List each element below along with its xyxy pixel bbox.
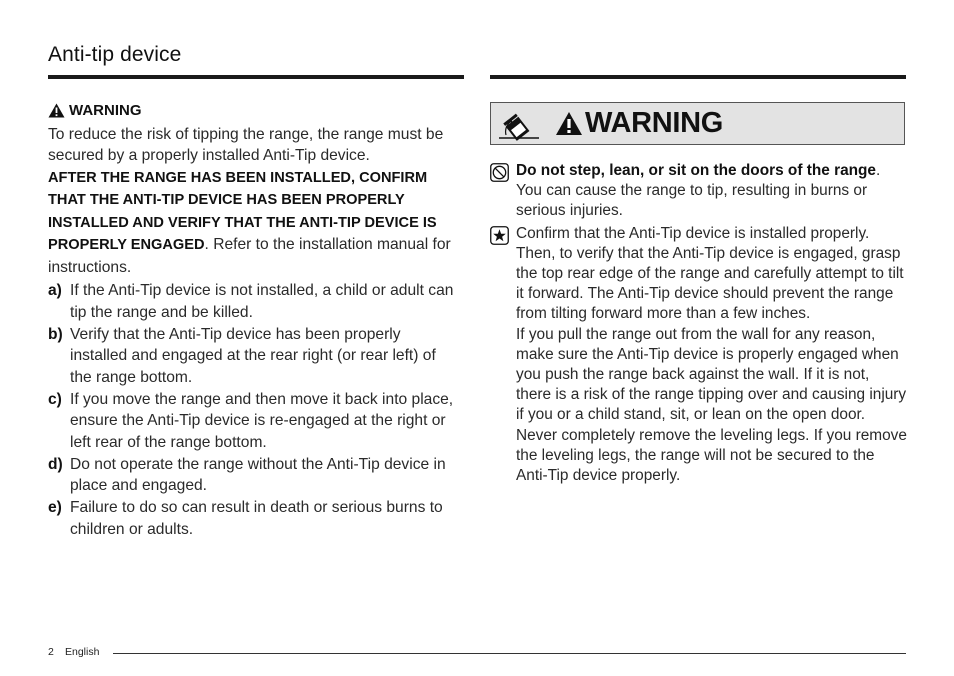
prohibited-icon <box>490 163 509 182</box>
list-marker: e) <box>48 499 62 516</box>
section-rule-right <box>490 75 906 79</box>
caps-notice: AFTER THE RANGE HAS BEEN INSTALLED, CONFIRM THAT THE ANTI-TIP DEVICE HAS BEEN PROPERLY INSTALLED AND VERIFY THAT THE ANTI-TIP DEVICE IS PROPERLY ENGAGED <box>48 169 437 253</box>
list-marker: b) <box>48 325 63 343</box>
prohibited-text <box>516 161 908 220</box>
prohibited-item <box>490 161 908 222</box>
range-tipping-icon <box>497 107 541 141</box>
page-number: 2 <box>48 646 54 658</box>
prohibited-bold-text: Do not step, lean, or sit on the doors of the range <box>516 162 876 179</box>
list-text: Do not operate the range without the Anti-Tip device in place and engaged. <box>70 455 446 494</box>
footer-rule <box>113 653 906 654</box>
prohibited-detail: You can cause the range to tip, resulting in burns or serious injuries. <box>516 181 868 219</box>
list-marker: c) <box>48 390 62 408</box>
important-text-2: If you pull the range out from the wall for any reason, make sure the Anti-Tip device is properly engaged when you push the range back against the wall. If it is not, there is a risk of the range tipping over and causing injury if you or a child stand, sit, or lean on the open door. <box>516 326 907 423</box>
list-text: Verify that the Anti-Tip device has been properly installed and engaged at the rear right (or rear left) of the range bottom. <box>70 325 436 386</box>
caps-notice-followup: . Refer to the installation manual for instructions. <box>48 236 451 276</box>
left-column <box>48 100 460 541</box>
list-item <box>48 280 460 323</box>
warning-label: WARNING <box>69 102 142 119</box>
list-text: Failure to do so can result in death or serious burns to children or adults. <box>70 499 443 538</box>
right-column <box>490 161 908 490</box>
banner-title: WARNING <box>585 107 724 139</box>
important-item <box>490 224 908 487</box>
important-text-3: Never completely remove the leveling legs. If you remove the leveling legs, the range will not be secured to the Anti-Tip device properly. <box>516 427 907 484</box>
footer-language: English <box>65 646 100 658</box>
list-text: If you move the range and then move it back into place, ensure the Anti-Tip device is re-engaged at the right or left rear of the range bottom. <box>70 390 454 451</box>
warning-list <box>48 280 460 540</box>
warning-banner <box>490 102 905 145</box>
warning-triangle-icon <box>48 103 65 118</box>
list-marker: d) <box>48 455 63 473</box>
page-title: Anti-tip device <box>48 43 182 66</box>
list-item <box>48 454 460 497</box>
list-marker: a) <box>48 282 62 299</box>
important-star-icon <box>490 226 509 245</box>
section-rule-left <box>48 75 464 79</box>
warning-triangle-icon <box>555 111 583 136</box>
caps-notice-paragraph <box>48 167 460 279</box>
list-text: If the Anti-Tip device is not installed, a child or adult can tip the range and be killed. <box>70 282 454 321</box>
intro-text: To reduce the risk of tipping the range, the range must be secured by a properly installed Anti-Tip device. <box>48 125 444 164</box>
list-item <box>48 497 460 540</box>
warning-heading <box>48 100 460 122</box>
important-text-1: Confirm that the Anti-Tip device is installed properly. Then, to verify that the Anti-Tip device is engaged, grasp the top rear edge of the range and carefully attempt to tilt it forward. The Anti-Tip device should prevent the range from tilting forward more than a few inches. <box>516 225 904 322</box>
prohibited-period: . <box>876 162 881 179</box>
list-item <box>48 324 460 389</box>
list-item <box>48 389 460 454</box>
